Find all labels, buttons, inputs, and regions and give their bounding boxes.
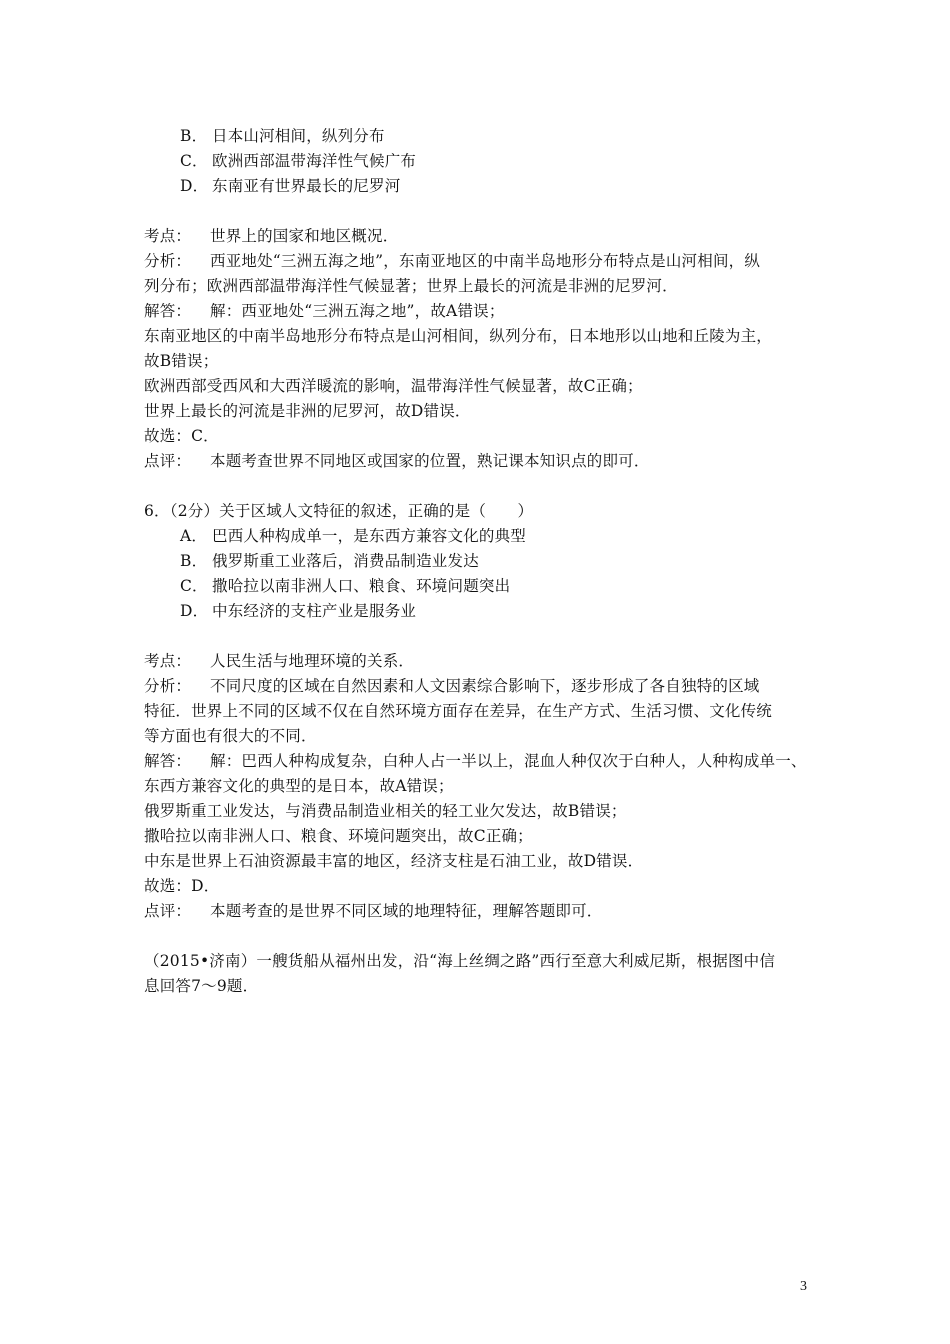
option-key: D． bbox=[180, 177, 209, 195]
q5-kaodian bbox=[144, 226, 398, 246]
option-text: 东南亚有世界最长的尼罗河 bbox=[212, 177, 401, 195]
q6-jieda-line-4: 撒哈拉以南非洲人口、粮食、环境问题突出，故C正确； bbox=[144, 827, 533, 845]
q6-option-b bbox=[180, 551, 479, 571]
option-key: B． bbox=[180, 127, 208, 145]
q6-fenxi-line-2: 特征．世界上不同的区域不仅在自然环境方面存在差异，在生产方式、生活习惯、文化传统 bbox=[144, 702, 773, 720]
q6-fenxi-line-1 bbox=[144, 676, 760, 696]
option-text: 俄罗斯重工业落后，消费品制造业发达 bbox=[212, 552, 479, 570]
fenxi-label: 分析： bbox=[144, 677, 192, 695]
dianping-text: 本题考查的是世界不同区域的地理特征，理解答题即可． bbox=[210, 902, 603, 920]
q6-option-a bbox=[180, 526, 526, 546]
q6-dianping bbox=[144, 901, 603, 921]
dianping-label: 点评： bbox=[144, 902, 192, 920]
option-key: C． bbox=[180, 152, 208, 170]
q7-intro-line-1: （2015•济南）一艘货船从福州出发，沿“海上丝绸之路”西行至意大利威尼斯，根据图中信 bbox=[144, 952, 776, 970]
fenxi-text: 不同尺度的区域在自然因素和人文因素综合影响下，逐步形成了各自独特的区域 bbox=[210, 677, 760, 695]
option-text: 中东经济的支柱产业是服务业 bbox=[212, 602, 417, 620]
q5-answer: 故选：C． bbox=[144, 427, 219, 445]
option-key: A． bbox=[180, 527, 208, 545]
q6-jieda-line-1 bbox=[144, 751, 807, 771]
q6-stem: 6．（2分）关于区域人文特征的叙述，正确的是（ ） bbox=[144, 502, 534, 520]
q5-option-b bbox=[180, 126, 385, 146]
fenxi-text: 西亚地处“三洲五海之地”，东南亚地区的中南半岛地形分布特点是山河相间，纵 bbox=[210, 252, 761, 270]
q5-jieda-line-1 bbox=[144, 301, 505, 321]
jieda-text: 解：西亚地处“三洲五海之地”，故A错误； bbox=[210, 302, 505, 320]
dianping-text: 本题考查世界不同地区或国家的位置，熟记课本知识点的即可． bbox=[210, 452, 650, 470]
q6-jieda-line-3: 俄罗斯重工业发达，与消费品制造业相关的轻工业欠发达，故B错误； bbox=[144, 802, 627, 820]
jieda-label: 解答： bbox=[144, 302, 192, 320]
q5-option-d bbox=[180, 176, 400, 196]
q6-jieda-line-5: 中东是世界上石油资源最丰富的地区，经济支柱是石油工业，故D错误． bbox=[144, 852, 644, 870]
option-key: C． bbox=[180, 577, 208, 595]
q5-jieda-line-4: 欧洲西部受西风和大西洋暖流的影响，温带海洋性气候显著，故C正确； bbox=[144, 377, 643, 395]
option-key: B． bbox=[180, 552, 208, 570]
kaodian-label: 考点： bbox=[144, 652, 192, 670]
q5-jieda-line-5: 世界上最长的河流是非洲的尼罗河，故D错误． bbox=[144, 402, 471, 420]
q6-kaodian bbox=[144, 651, 414, 671]
q6-option-d bbox=[180, 601, 416, 621]
q6-answer: 故选：D． bbox=[144, 877, 220, 895]
q5-fenxi-line-1 bbox=[144, 251, 760, 271]
q5-fenxi-line-2: 列分布；欧洲西部温带海洋性气候显著；世界上最长的河流是非洲的尼罗河． bbox=[144, 277, 678, 295]
q6-jieda-line-2: 东西方兼容文化的典型的是日本，故A错误； bbox=[144, 777, 454, 795]
kaodian-text: 世界上的国家和地区概况． bbox=[210, 227, 399, 245]
option-text: 巴西人种构成单一，是东西方兼容文化的典型 bbox=[212, 527, 527, 545]
page-number: 3 bbox=[800, 1279, 807, 1294]
jieda-label: 解答： bbox=[144, 752, 192, 770]
q5-jieda-line-3: 故B错误； bbox=[144, 352, 219, 370]
fenxi-label: 分析： bbox=[144, 252, 192, 270]
q6-fenxi-line-3: 等方面也有很大的不同． bbox=[144, 727, 317, 745]
option-text: 撒哈拉以南非洲人口、粮食、环境问题突出 bbox=[212, 577, 511, 595]
q5-dianping bbox=[144, 451, 650, 471]
q5-jieda-line-2: 东南亚地区的中南半岛地形分布特点是山河相间，纵列分布，日本地形以山地和丘陵为主， bbox=[144, 327, 773, 345]
q5-option-c bbox=[180, 151, 416, 171]
kaodian-text: 人民生活与地理环境的关系． bbox=[210, 652, 415, 670]
kaodian-label: 考点： bbox=[144, 227, 192, 245]
q7-intro-line-2: 息回答7～9题． bbox=[144, 977, 259, 995]
q6-option-c bbox=[180, 576, 510, 596]
option-key: D． bbox=[180, 602, 209, 620]
jieda-text: 解：巴西人种构成复杂，白种人占一半以上，混血人种仅次于白种人，人种构成单一、 bbox=[210, 752, 807, 770]
option-text: 日本山河相间，纵列分布 bbox=[212, 127, 385, 145]
option-text: 欧洲西部温带海洋性气候广布 bbox=[212, 152, 417, 170]
dianping-label: 点评： bbox=[144, 452, 192, 470]
